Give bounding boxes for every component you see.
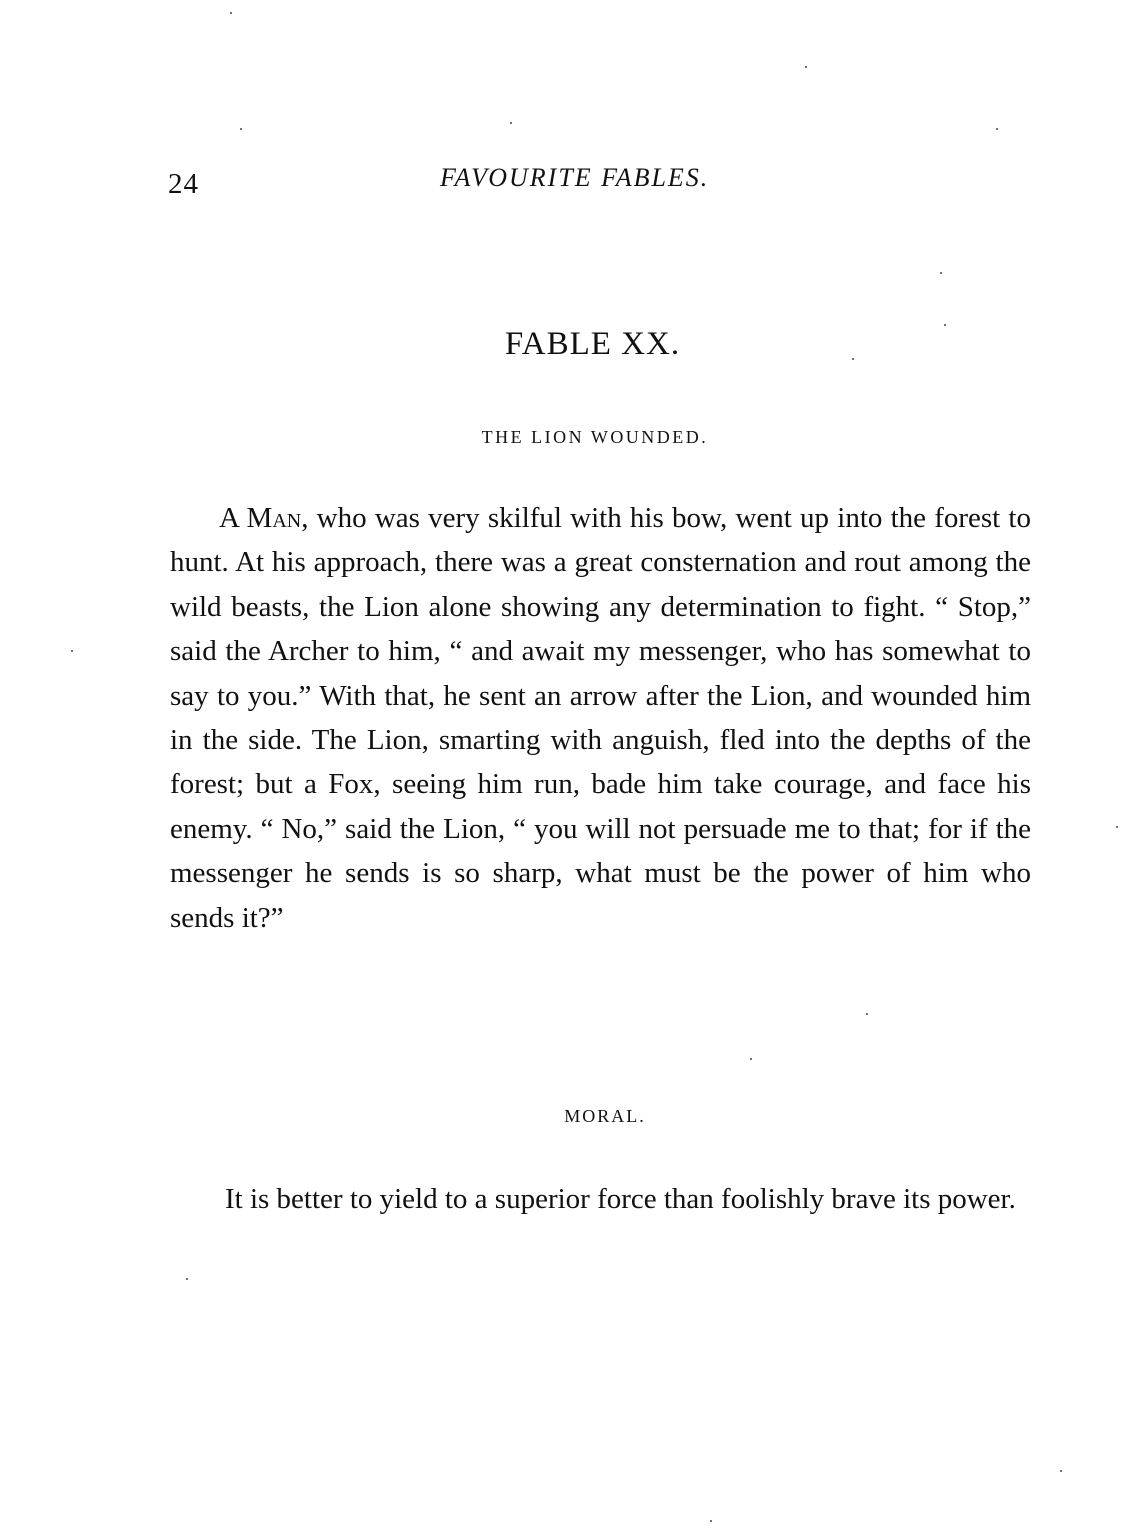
scan-speck — [944, 324, 946, 326]
scan-speck — [1116, 826, 1118, 828]
scan-speck — [1060, 1470, 1062, 1472]
fable-body-paragraph — [170, 496, 1031, 940]
scan-speck — [996, 128, 998, 130]
running-title: FAVOURITE FABLES. — [440, 163, 710, 192]
scan-speck — [240, 128, 242, 130]
fable-number-heading: FABLE XX. — [504, 326, 681, 362]
moral-heading: MORAL. — [564, 1106, 646, 1126]
scan-speck — [71, 650, 73, 652]
page-number: 24 — [168, 168, 199, 200]
scan-speck — [186, 1278, 188, 1280]
scan-speck — [805, 66, 807, 68]
moral-paragraph — [170, 1177, 1040, 1221]
scan-speck — [510, 122, 512, 124]
fable-body-text: , who was very skilful with his bow, went up into the forest to hunt. At his approach, there was a great consternation and rout among the wild beasts, the Lion alone showing any determination to fight. “ Stop,” said the Archer to him, “ and await my messenger, who has somewhat to say to you.” With that, he sent an arrow after the Lion, and wounded him in the side. The Lion, smarting with anguish, fled into the depths of the forest; but a Fox, seeing him run, bade him take courage, and face his enemy. “ No,” said the Lion, “ you will not persuade me to that; for if the messenger he sends is so sharp, what must be the power of him who sends it?” — [170, 502, 1031, 934]
moral-text: It is better to yield to a superior force than foolishly brave its power. — [225, 1183, 1016, 1215]
opening-words: A Man — [219, 502, 302, 534]
scan-speck — [866, 1013, 868, 1015]
scan-speck — [710, 1520, 712, 1522]
scan-speck — [230, 12, 232, 14]
scan-speck — [940, 272, 942, 274]
fable-title: THE LION WOUNDED. — [481, 427, 709, 447]
scan-speck — [852, 358, 854, 360]
scan-speck — [750, 1058, 752, 1060]
